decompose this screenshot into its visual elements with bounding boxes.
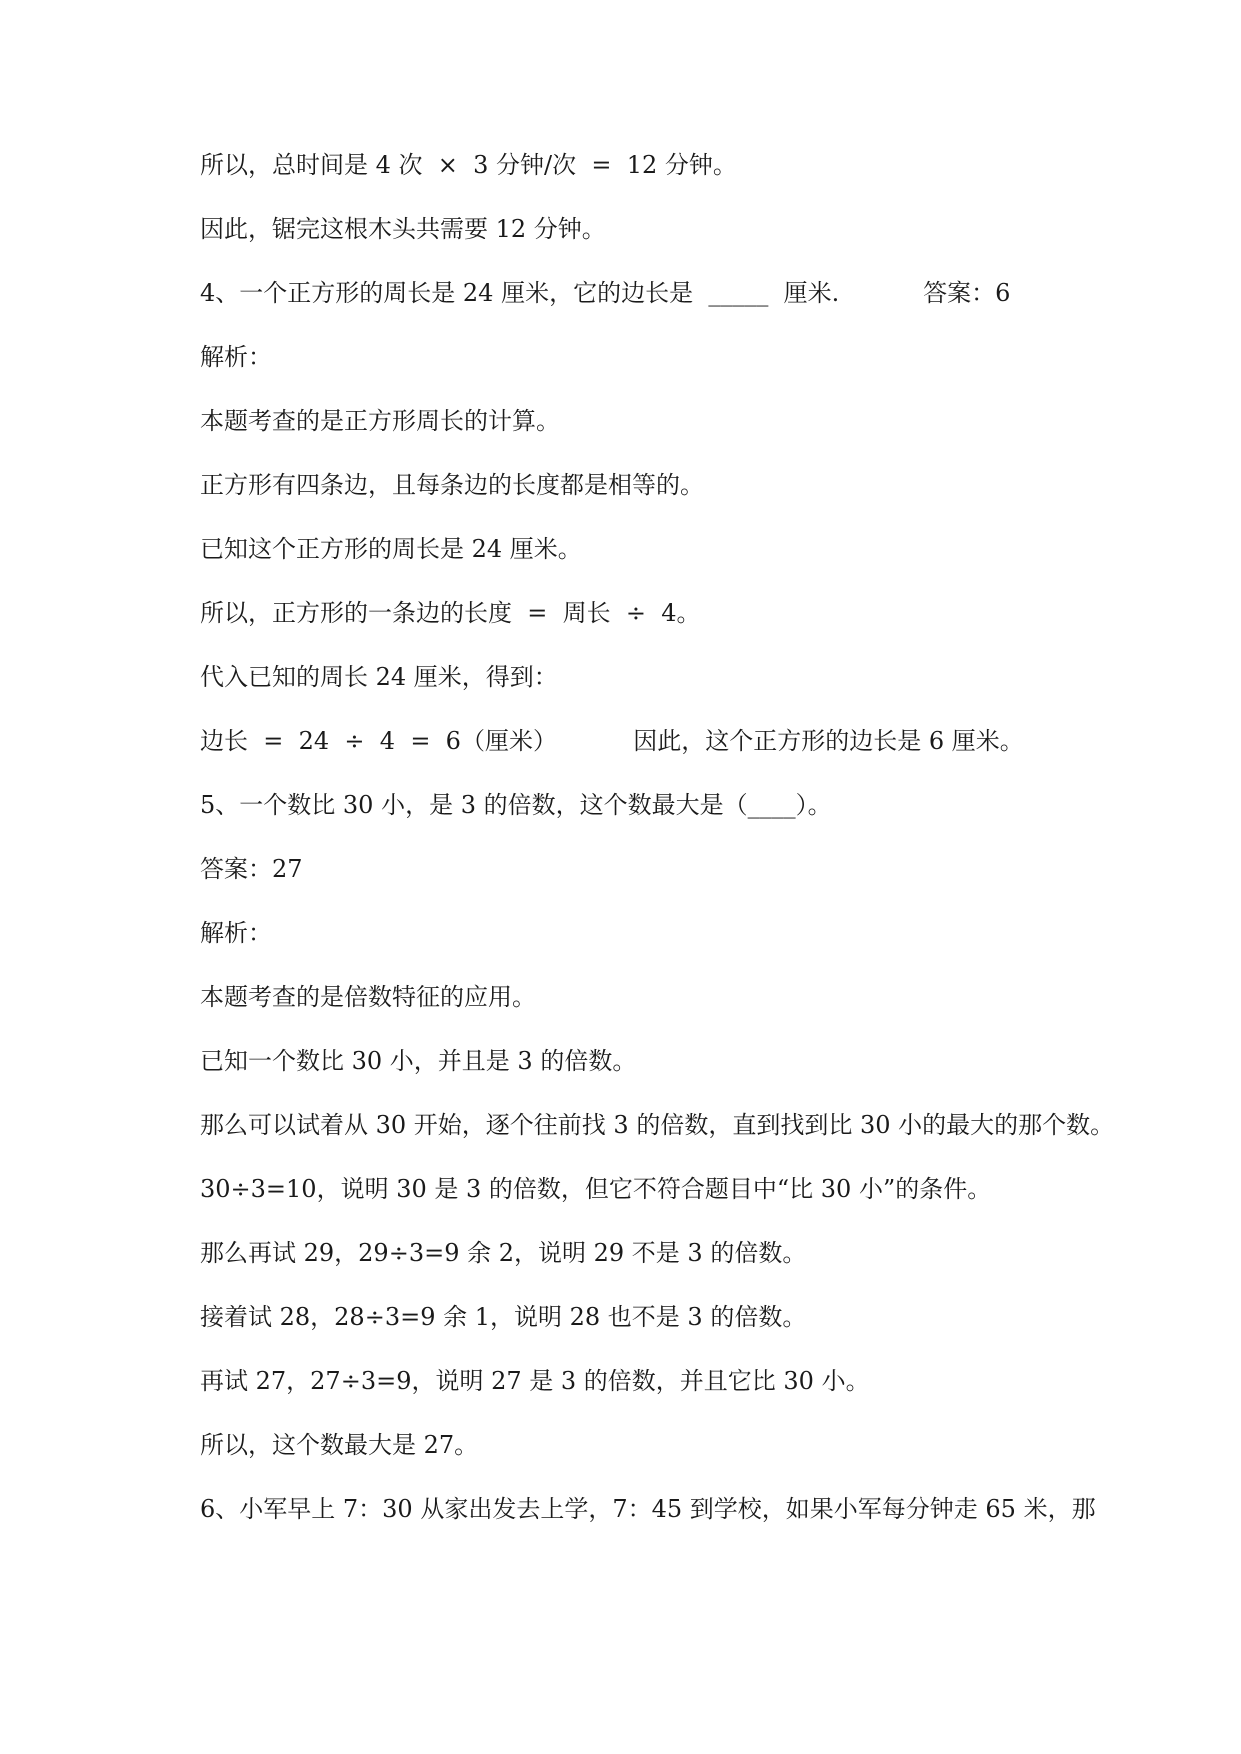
analysis-heading: 解析： xyxy=(200,343,272,371)
text-line: 接着试 28，28÷3=9 余 1，说明 28 也不是 3 的倍数。 xyxy=(200,1303,807,1331)
text-line: 所以，总时间是 4 次 × 3 分钟/次 = 12 分钟。 xyxy=(200,151,737,179)
text-line: 因此，锯完这根木头共需要 12 分钟。 xyxy=(200,215,606,243)
text-line: 本题考查的是正方形周长的计算。 xyxy=(200,407,560,435)
analysis-heading: 解析： xyxy=(200,919,272,947)
question-4: 4、一个正方形的周长是 24 厘米，它的边长是 _____ 厘米. 答案：6 xyxy=(200,279,1011,307)
text-line: 那么再试 29，29÷3=9 余 2，说明 29 不是 3 的倍数。 xyxy=(200,1239,807,1267)
text-line: 边长 = 24 ÷ 4 = 6（厘米） 因此，这个正方形的边长是 6 厘米。 xyxy=(200,727,1024,755)
text-line: 所以，正方形的一条边的长度 = 周长 ÷ 4。 xyxy=(200,599,701,627)
text-line: 本题考查的是倍数特征的应用。 xyxy=(200,983,536,1011)
text-line: 30÷3=10，说明 30 是 3 的倍数，但它不符合题目中“比 30 小”的条件。 xyxy=(200,1175,992,1203)
text-line: 再试 27，27÷3=9，说明 27 是 3 的倍数，并且它比 30 小。 xyxy=(200,1367,870,1395)
text-line: 那么可以试着从 30 开始，逐个往前找 3 的倍数，直到找到比 30 小的最大的那个数。 xyxy=(200,1111,1115,1139)
answer-line: 答案：27 xyxy=(200,855,303,883)
text-line: 代入已知的周长 24 厘米，得到： xyxy=(200,663,558,691)
text-line: 已知一个数比 30 小，并且是 3 的倍数。 xyxy=(200,1047,637,1075)
text-line: 已知这个正方形的周长是 24 厘米。 xyxy=(200,535,582,563)
text-line: 所以，这个数最大是 27。 xyxy=(200,1431,479,1459)
question-5: 5、一个数比 30 小，是 3 的倍数，这个数最大是（____）。 xyxy=(200,791,832,819)
question-6: 6、小军早上 7：30 从家出发去上学，7：45 到学校，如果小军每分钟走 65 米，那 xyxy=(200,1495,1096,1523)
text-line: 正方形有四条边，且每条边的长度都是相等的。 xyxy=(200,471,704,499)
